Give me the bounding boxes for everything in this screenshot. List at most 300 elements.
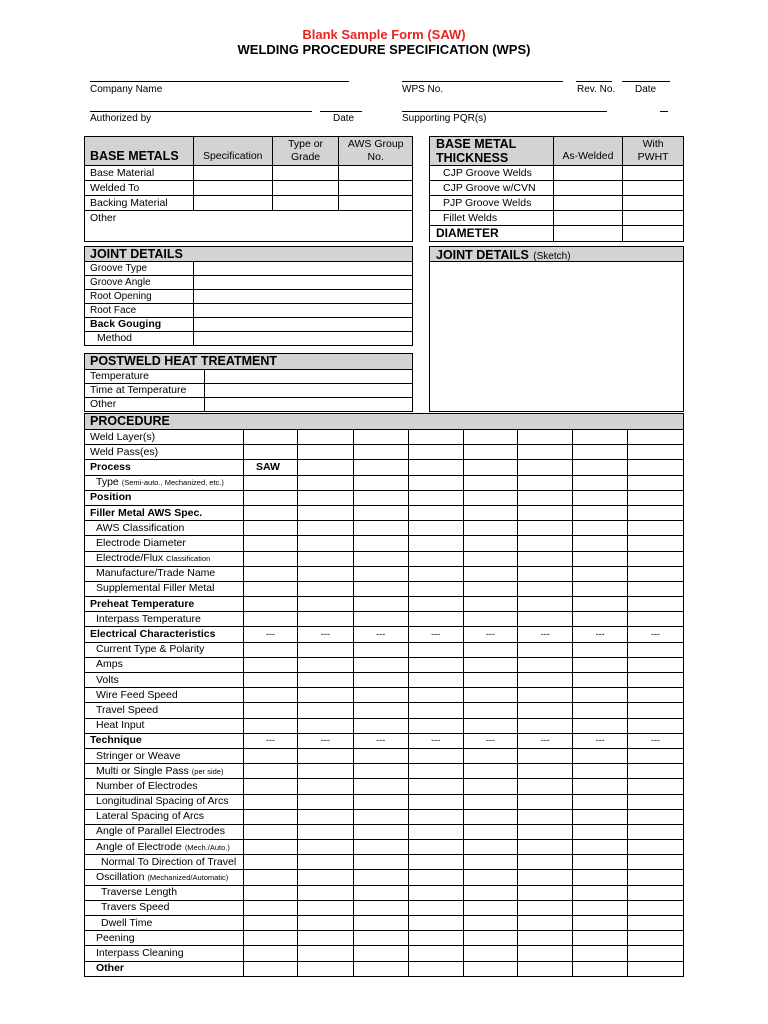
procedure-cell[interactable] [518,946,573,961]
dash-cell[interactable]: --- [463,627,518,642]
procedure-cell[interactable] [243,961,297,976]
procedure-cell[interactable] [573,748,628,763]
procedure-cell[interactable] [463,566,518,581]
procedure-cell[interactable] [573,809,628,824]
procedure-cell[interactable] [573,566,628,581]
procedure-cell[interactable] [573,551,628,566]
procedure-cell[interactable] [573,657,628,672]
procedure-cell[interactable] [353,794,408,809]
procedure-cell[interactable] [408,870,463,885]
procedure-cell[interactable] [297,475,353,490]
dash-cell[interactable]: --- [408,627,463,642]
cell[interactable] [339,166,413,181]
procedure-cell[interactable] [628,445,684,460]
procedure-cell[interactable] [408,657,463,672]
cell[interactable] [339,196,413,211]
procedure-cell[interactable] [297,900,353,915]
procedure-cell[interactable] [243,430,297,445]
procedure-cell[interactable] [408,688,463,703]
procedure-cell[interactable] [628,809,684,824]
procedure-cell[interactable] [463,703,518,718]
procedure-cell[interactable] [297,612,353,627]
procedure-cell[interactable] [573,824,628,839]
procedure-cell[interactable] [297,505,353,520]
procedure-cell[interactable] [297,931,353,946]
dash-cell[interactable]: --- [297,627,353,642]
procedure-cell[interactable] [408,581,463,596]
procedure-cell[interactable] [243,597,297,612]
procedure-cell[interactable] [518,840,573,855]
procedure-cell[interactable] [573,916,628,931]
procedure-cell[interactable] [408,490,463,505]
procedure-cell[interactable] [353,612,408,627]
procedure-cell[interactable] [297,536,353,551]
procedure-cell[interactable] [518,688,573,703]
procedure-cell[interactable] [518,536,573,551]
procedure-cell[interactable] [353,521,408,536]
procedure-cell[interactable] [353,581,408,596]
procedure-cell[interactable] [628,460,684,475]
procedure-cell[interactable] [463,688,518,703]
rev-no-field[interactable] [576,81,612,82]
procedure-cell[interactable] [628,673,684,688]
procedure-cell[interactable] [573,460,628,475]
procedure-cell[interactable] [353,870,408,885]
procedure-cell[interactable] [518,673,573,688]
procedure-cell[interactable] [408,430,463,445]
procedure-cell[interactable] [243,931,297,946]
procedure-cell[interactable] [463,521,518,536]
procedure-cell[interactable] [408,961,463,976]
procedure-cell[interactable] [628,703,684,718]
procedure-cell[interactable] [463,657,518,672]
procedure-cell[interactable] [463,824,518,839]
procedure-cell[interactable] [408,642,463,657]
cell[interactable] [553,211,623,226]
procedure-cell[interactable] [573,961,628,976]
procedure-cell[interactable] [573,870,628,885]
procedure-cell[interactable] [518,657,573,672]
procedure-cell[interactable] [408,764,463,779]
procedure-cell[interactable] [518,460,573,475]
procedure-cell[interactable] [463,961,518,976]
procedure-cell[interactable] [518,566,573,581]
procedure-cell[interactable] [408,703,463,718]
dash-cell[interactable]: --- [353,627,408,642]
procedure-cell[interactable] [243,840,297,855]
procedure-cell[interactable] [297,855,353,870]
procedure-cell[interactable] [463,536,518,551]
procedure-cell[interactable] [408,612,463,627]
procedure-cell[interactable] [408,855,463,870]
cell[interactable] [339,181,413,196]
procedure-cell[interactable] [463,460,518,475]
dash-cell[interactable]: --- [518,627,573,642]
procedure-cell[interactable] [353,657,408,672]
procedure-cell[interactable] [243,748,297,763]
procedure-cell[interactable] [518,779,573,794]
procedure-cell[interactable] [463,809,518,824]
procedure-cell[interactable] [518,748,573,763]
procedure-cell[interactable] [573,536,628,551]
procedure-cell[interactable] [463,855,518,870]
procedure-cell[interactable] [297,642,353,657]
procedure-cell[interactable] [628,551,684,566]
procedure-cell[interactable] [408,748,463,763]
procedure-cell[interactable] [628,794,684,809]
procedure-cell[interactable] [518,597,573,612]
procedure-cell[interactable] [353,460,408,475]
procedure-cell[interactable] [573,612,628,627]
procedure-cell[interactable] [628,657,684,672]
wps-no-field[interactable] [402,81,563,82]
procedure-cell[interactable] [297,809,353,824]
procedure-cell[interactable] [408,521,463,536]
dash-cell[interactable]: --- [243,733,297,748]
procedure-cell[interactable] [243,566,297,581]
procedure-cell[interactable] [243,885,297,900]
procedure-cell[interactable] [353,597,408,612]
procedure-cell[interactable] [463,946,518,961]
procedure-cell[interactable] [518,764,573,779]
procedure-cell[interactable] [573,946,628,961]
procedure-cell[interactable] [628,764,684,779]
procedure-cell[interactable] [353,642,408,657]
procedure-cell[interactable] [297,794,353,809]
procedure-cell[interactable] [463,475,518,490]
date-field[interactable] [622,81,670,82]
procedure-cell[interactable] [463,718,518,733]
authorized-by-field[interactable] [90,111,312,112]
procedure-cell[interactable] [573,505,628,520]
procedure-cell[interactable] [628,870,684,885]
procedure-cell[interactable] [463,445,518,460]
procedure-cell[interactable] [408,718,463,733]
procedure-cell[interactable] [573,642,628,657]
procedure-cell[interactable] [297,885,353,900]
procedure-cell[interactable] [628,885,684,900]
procedure-cell[interactable] [463,900,518,915]
procedure-cell[interactable] [518,703,573,718]
cell[interactable] [623,226,684,242]
cell[interactable] [193,318,412,332]
procedure-cell[interactable] [518,475,573,490]
procedure-cell[interactable] [573,673,628,688]
procedure-cell[interactable] [243,824,297,839]
procedure-cell[interactable] [353,885,408,900]
procedure-cell[interactable] [518,900,573,915]
procedure-cell[interactable] [628,505,684,520]
procedure-cell[interactable] [573,794,628,809]
procedure-cell[interactable] [518,581,573,596]
procedure-cell[interactable] [297,764,353,779]
procedure-cell[interactable] [408,566,463,581]
procedure-cell[interactable] [463,916,518,931]
procedure-cell[interactable] [297,490,353,505]
procedure-cell[interactable] [353,475,408,490]
dash-cell[interactable]: --- [408,733,463,748]
procedure-cell[interactable] [353,566,408,581]
dash-cell[interactable]: --- [573,733,628,748]
procedure-cell[interactable] [408,794,463,809]
procedure-cell[interactable] [573,430,628,445]
procedure-cell[interactable] [573,718,628,733]
cell[interactable] [553,181,623,196]
procedure-cell[interactable] [408,824,463,839]
procedure-cell[interactable] [573,521,628,536]
procedure-cell[interactable] [518,612,573,627]
authorized-date-field[interactable] [320,111,362,112]
procedure-cell[interactable] [297,521,353,536]
procedure-cell[interactable] [463,597,518,612]
procedure-cell[interactable] [463,490,518,505]
procedure-cell[interactable] [628,566,684,581]
procedure-cell[interactable] [518,961,573,976]
procedure-cell[interactable] [243,718,297,733]
cell[interactable] [553,196,623,211]
procedure-cell[interactable] [463,870,518,885]
procedure-cell[interactable] [243,642,297,657]
procedure-cell[interactable] [518,824,573,839]
cell[interactable] [193,304,412,318]
procedure-cell[interactable] [353,855,408,870]
procedure-cell[interactable] [518,445,573,460]
dash-cell[interactable]: --- [297,733,353,748]
procedure-cell[interactable] [408,885,463,900]
cell[interactable] [553,166,623,181]
procedure-cell[interactable] [408,505,463,520]
procedure-cell[interactable] [243,475,297,490]
procedure-cell[interactable] [353,840,408,855]
procedure-cell[interactable] [463,779,518,794]
procedure-cell[interactable] [297,748,353,763]
procedure-cell[interactable] [628,642,684,657]
dash-cell[interactable]: --- [573,627,628,642]
procedure-cell[interactable] [518,490,573,505]
other-label[interactable]: Other [85,211,413,242]
procedure-cell[interactable] [353,505,408,520]
procedure-cell[interactable] [243,657,297,672]
procedure-cell[interactable] [573,688,628,703]
procedure-cell[interactable] [243,536,297,551]
procedure-cell[interactable] [353,688,408,703]
procedure-cell[interactable] [518,642,573,657]
procedure-cell[interactable] [353,430,408,445]
procedure-cell[interactable] [573,900,628,915]
procedure-cell[interactable] [353,931,408,946]
procedure-cell[interactable] [628,840,684,855]
procedure-cell[interactable] [573,445,628,460]
procedure-cell[interactable] [297,840,353,855]
procedure-cell[interactable] [463,764,518,779]
procedure-cell[interactable] [408,931,463,946]
procedure-cell[interactable] [297,581,353,596]
cell[interactable] [193,196,272,211]
procedure-cell[interactable] [243,809,297,824]
dash-cell[interactable]: --- [463,733,518,748]
procedure-cell[interactable] [243,445,297,460]
procedure-cell[interactable] [297,916,353,931]
procedure-cell[interactable] [518,885,573,900]
procedure-cell[interactable] [573,885,628,900]
procedure-cell[interactable] [297,703,353,718]
procedure-cell[interactable] [353,551,408,566]
process-value[interactable]: SAW [243,460,297,475]
procedure-cell[interactable] [628,581,684,596]
procedure-cell[interactable] [628,900,684,915]
cell[interactable] [623,211,684,226]
procedure-cell[interactable] [573,840,628,855]
procedure-cell[interactable] [297,445,353,460]
procedure-cell[interactable] [628,748,684,763]
procedure-cell[interactable] [518,718,573,733]
procedure-cell[interactable] [463,581,518,596]
procedure-cell[interactable] [518,916,573,931]
procedure-cell[interactable] [243,703,297,718]
procedure-cell[interactable] [628,931,684,946]
procedure-cell[interactable] [243,870,297,885]
procedure-cell[interactable] [408,475,463,490]
procedure-cell[interactable] [628,475,684,490]
procedure-cell[interactable] [353,764,408,779]
procedure-cell[interactable] [243,490,297,505]
procedure-cell[interactable] [463,673,518,688]
procedure-cell[interactable] [297,551,353,566]
procedure-cell[interactable] [573,855,628,870]
procedure-cell[interactable] [353,961,408,976]
procedure-cell[interactable] [297,597,353,612]
procedure-cell[interactable] [243,551,297,566]
procedure-cell[interactable] [628,612,684,627]
procedure-cell[interactable] [353,748,408,763]
procedure-cell[interactable] [353,824,408,839]
cell[interactable] [193,262,412,276]
joint-sketch-box[interactable] [429,246,684,412]
procedure-cell[interactable] [573,490,628,505]
procedure-cell[interactable] [408,916,463,931]
procedure-cell[interactable] [573,931,628,946]
procedure-cell[interactable] [628,855,684,870]
procedure-cell[interactable] [243,794,297,809]
procedure-cell[interactable] [463,430,518,445]
cell[interactable] [193,181,272,196]
cell[interactable] [193,166,272,181]
cell[interactable] [272,166,339,181]
procedure-cell[interactable] [297,688,353,703]
procedure-cell[interactable] [353,916,408,931]
procedure-cell[interactable] [463,551,518,566]
procedure-cell[interactable] [628,946,684,961]
procedure-cell[interactable] [518,505,573,520]
cell[interactable] [204,370,412,384]
procedure-cell[interactable] [353,445,408,460]
procedure-cell[interactable] [463,885,518,900]
cell[interactable] [193,290,412,304]
cell[interactable] [204,384,412,398]
cell[interactable] [272,196,339,211]
procedure-cell[interactable] [463,505,518,520]
procedure-cell[interactable] [243,900,297,915]
procedure-cell[interactable] [297,566,353,581]
cell[interactable] [193,332,412,346]
procedure-cell[interactable] [518,794,573,809]
procedure-cell[interactable] [353,946,408,961]
supporting-pqr-field[interactable] [402,111,607,112]
procedure-cell[interactable] [628,961,684,976]
procedure-cell[interactable] [353,779,408,794]
procedure-cell[interactable] [353,900,408,915]
procedure-cell[interactable] [243,764,297,779]
procedure-cell[interactable] [518,855,573,870]
company-name-field[interactable] [90,81,349,82]
procedure-cell[interactable] [628,536,684,551]
procedure-cell[interactable] [243,946,297,961]
procedure-cell[interactable] [408,673,463,688]
procedure-cell[interactable] [463,612,518,627]
procedure-cell[interactable] [463,840,518,855]
cell[interactable] [623,181,684,196]
cell[interactable] [553,226,623,242]
procedure-cell[interactable] [243,521,297,536]
procedure-cell[interactable] [243,673,297,688]
procedure-cell[interactable] [408,551,463,566]
procedure-cell[interactable] [408,779,463,794]
procedure-cell[interactable] [243,688,297,703]
procedure-cell[interactable] [243,505,297,520]
procedure-cell[interactable] [463,931,518,946]
procedure-cell[interactable] [353,536,408,551]
procedure-cell[interactable] [297,779,353,794]
procedure-cell[interactable] [408,445,463,460]
procedure-cell[interactable] [518,430,573,445]
dash-cell[interactable]: --- [628,733,684,748]
procedure-cell[interactable] [518,551,573,566]
procedure-cell[interactable] [518,809,573,824]
procedure-cell[interactable] [408,900,463,915]
procedure-cell[interactable] [408,946,463,961]
procedure-cell[interactable] [353,490,408,505]
procedure-cell[interactable] [573,475,628,490]
cell[interactable] [272,181,339,196]
procedure-cell[interactable] [297,657,353,672]
procedure-cell[interactable] [573,703,628,718]
procedure-cell[interactable] [628,916,684,931]
procedure-cell[interactable] [297,430,353,445]
procedure-cell[interactable] [628,779,684,794]
procedure-cell[interactable] [353,809,408,824]
procedure-cell[interactable] [297,824,353,839]
dash-cell[interactable]: --- [243,627,297,642]
procedure-cell[interactable] [243,581,297,596]
procedure-cell[interactable] [573,764,628,779]
procedure-cell[interactable] [297,870,353,885]
procedure-cell[interactable] [628,521,684,536]
cell[interactable] [193,276,412,290]
procedure-cell[interactable] [353,703,408,718]
procedure-cell[interactable] [408,536,463,551]
procedure-cell[interactable] [408,597,463,612]
cell[interactable] [623,166,684,181]
procedure-cell[interactable] [518,521,573,536]
procedure-cell[interactable] [297,718,353,733]
procedure-cell[interactable] [628,490,684,505]
dash-cell[interactable]: --- [353,733,408,748]
procedure-cell[interactable] [297,673,353,688]
procedure-cell[interactable] [297,961,353,976]
procedure-cell[interactable] [628,688,684,703]
procedure-cell[interactable] [463,748,518,763]
procedure-cell[interactable] [408,809,463,824]
